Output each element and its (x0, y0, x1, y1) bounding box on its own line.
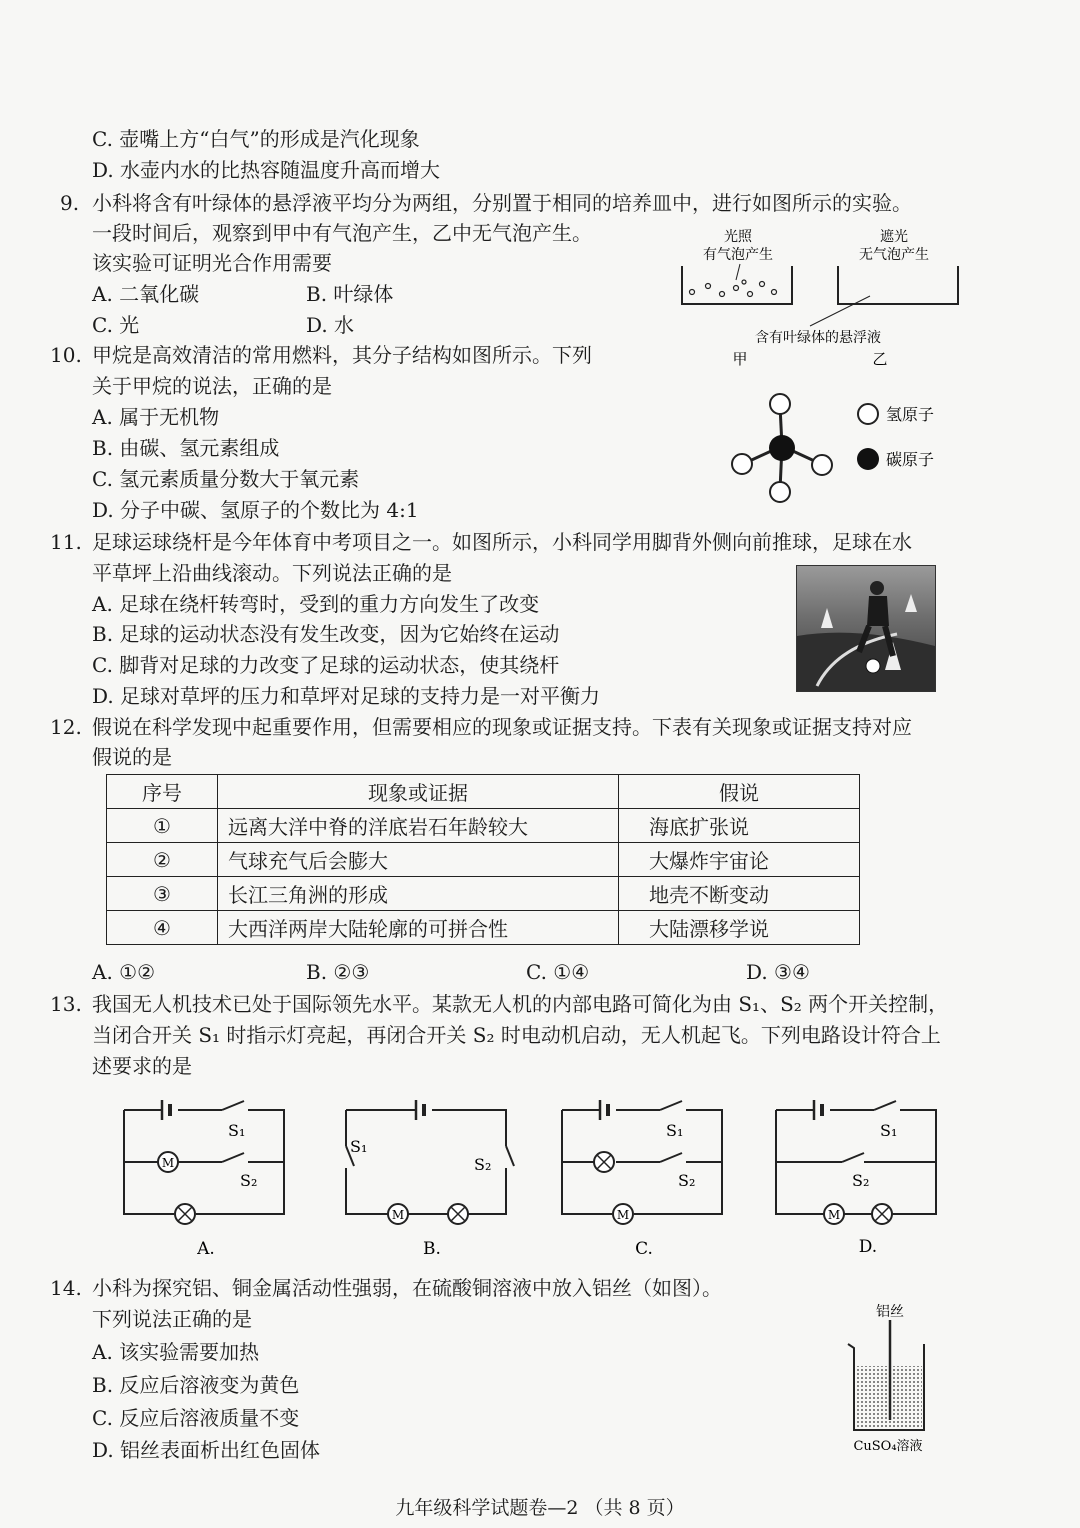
q12-line1: 假说在科学发现中起重要作用，但需要相应的现象或证据支持。下表有关现象或证据支持对应 (92, 715, 912, 739)
q11-number: 11. (50, 530, 82, 554)
label-d: D. (858, 1237, 878, 1257)
cone-icon (821, 608, 833, 628)
q14-option-b: B. 反应后溶液变为黄色 (92, 1373, 300, 1397)
row-hypothesis: 大陆漂移学说 (619, 911, 860, 945)
q14-option-c: C. 反应后溶液质量不变 (92, 1406, 300, 1430)
circuit-a (124, 1100, 284, 1259)
q14-option-d: D. 铝丝表面析出红色固体 (92, 1438, 321, 1462)
table-row (107, 843, 860, 877)
switch-icon (506, 1146, 514, 1166)
legend-carbon-label: 碳原子 (886, 450, 935, 469)
q8-option-d: D. 水壶内水的比热容随温度升高而增大 (92, 158, 441, 182)
q8-option-c: C. 壶嘴上方“白气”的形成是汽化现象 (92, 127, 420, 151)
row-evidence: 大西洋两岸大陆轮廓的可拼合性 (218, 911, 619, 945)
motor-label: M (827, 1208, 841, 1222)
player-head (870, 581, 884, 595)
q12-option-c: C. ①④ (526, 960, 590, 984)
switch-icon (660, 1101, 682, 1110)
q11-line2: 平草坪上沿曲线滚动。下列说法正确的是 (92, 561, 452, 585)
switch-icon (222, 1153, 244, 1162)
label-s1: S₁ (666, 1121, 684, 1140)
q11-option-a: A. 足球在绕杆转弯时，受到的重力方向发生了改变 (92, 592, 540, 616)
q10-methane-model (726, 390, 966, 510)
q11-football-photo (796, 565, 936, 692)
label-s2: S₂ (852, 1171, 870, 1190)
q9-yi-label: 乙 (872, 350, 888, 368)
q10-number: 10. (50, 343, 82, 367)
hydrogen-atom-icon (732, 454, 752, 474)
q13-line2: 当闭合开关 S₁ 时指示灯亮起，再闭合开关 S₂ 时电动机启动，无人机起飞。下列电路设计符合上 (92, 1023, 941, 1047)
table-row (107, 809, 860, 843)
q9-nobubbles-label: 无气泡产生 (859, 247, 929, 263)
q9-line2: 一段时间后，观察到甲中有气泡产生，乙中无气泡产生。 (92, 221, 592, 245)
q14-option-a: A. 该实验需要加热 (92, 1340, 260, 1364)
q14-beaker-figure (840, 1296, 950, 1456)
label-s1: S₁ (228, 1121, 246, 1140)
q10-line2: 关于甲烷的说法，正确的是 (92, 374, 332, 398)
page-footer: 九年级科学试题卷—2 （共 8 页） (395, 1497, 685, 1519)
q13-number: 13. (50, 992, 82, 1016)
row-evidence: 气球充气后会膨大 (218, 843, 619, 877)
legend-hydrogen-icon (858, 404, 878, 424)
label-c: C. (635, 1239, 653, 1259)
q13-line3: 述要求的是 (92, 1054, 192, 1078)
cone-icon (905, 594, 917, 612)
q14-line2: 下列说法正确的是 (92, 1307, 252, 1331)
q10-line1: 甲烷是高效清洁的常用燃料，其分子结构如图所示。下列 (92, 343, 592, 367)
q9-shade-label: 遮光 (880, 229, 908, 245)
hydrogen-atom-icon (770, 482, 790, 502)
hydrogen-atom-icon (812, 455, 832, 475)
legend-hydrogen-label: 氢原子 (886, 405, 935, 424)
q11-line1: 足球运球绕杆是今年体育中考项目之一。如图所示，小科同学用脚背外侧向前推球，足球在水 (92, 530, 912, 554)
row-index: ② (107, 843, 218, 877)
circuit-d (776, 1100, 936, 1257)
switch-icon (874, 1101, 896, 1110)
q9-bubbles-label: 有气泡产生 (703, 247, 773, 263)
row-evidence: 长江三角洲的形成 (218, 877, 619, 911)
q9-jia-label: 甲 (732, 350, 748, 368)
hydrogen-atom-icon (770, 394, 790, 414)
switch-icon (222, 1101, 244, 1110)
dish-yi (838, 266, 958, 304)
row-index: ① (107, 809, 218, 843)
switch-icon (660, 1153, 682, 1162)
q9-line3: 该实验可证明光合作用需要 (92, 251, 332, 275)
wire-label: 铝丝 (876, 1304, 904, 1320)
q11-option-c: C. 脚背对足球的力改变了足球的运动状态，使其绕杆 (92, 653, 560, 677)
q12-option-b: B. ②③ (306, 960, 370, 984)
row-hypothesis: 地壳不断变动 (619, 877, 860, 911)
q10-option-c: C. 氢元素质量分数大于氧元素 (92, 467, 360, 491)
table-row (107, 877, 860, 911)
q9-option-b: B. 叶绿体 (306, 282, 394, 306)
football-player-image (797, 566, 935, 691)
q9-petri-dish-figure (670, 222, 970, 372)
q11-option-b: B. 足球的运动状态没有发生改变，因为它始终在运动 (92, 622, 560, 646)
table-row (107, 911, 860, 945)
q9-option-c: C. 光 (92, 313, 140, 337)
football-icon (866, 659, 880, 673)
q10-option-b: B. 由碳、氢元素组成 (92, 436, 280, 460)
q13-line1: 我国无人机技术已处于国际领先水平。某款无人机的内部电路可简化为由 S₁、S₂ 两个开关控制， (92, 992, 949, 1016)
label-s1: S₁ (880, 1121, 898, 1140)
row-index: ④ (107, 911, 218, 945)
label-a: A. (197, 1239, 215, 1259)
bubbles-icon (690, 280, 777, 297)
motor-label: M (391, 1208, 405, 1222)
label-s2: S₂ (240, 1171, 258, 1190)
row-hypothesis: 大爆炸宇宙论 (619, 843, 860, 877)
label-s2: S₂ (678, 1171, 696, 1190)
table-header-row (107, 775, 860, 809)
motor-label: M (616, 1208, 630, 1222)
q12-evidence-table (106, 774, 860, 945)
header-hypothesis: 假说 (619, 775, 860, 809)
legend-carbon-icon (857, 448, 879, 470)
q14-line1: 小科为探究铝、铜金属活动性强弱，在硫酸铜溶液中放入铝丝（如图）。 (92, 1276, 722, 1300)
circuit-b (346, 1100, 514, 1259)
carbon-atom-icon (769, 435, 795, 461)
header-index: 序号 (107, 775, 218, 809)
q9-option-a: A. 二氧化碳 (92, 282, 200, 306)
row-evidence: 远离大洋中脊的洋底岩石年龄较大 (218, 809, 619, 843)
q10-option-d: D. 分子中碳、氢原子的个数比为 4:1 (92, 498, 419, 522)
q12-number: 12. (50, 715, 82, 739)
row-hypothesis: 海底扩张说 (619, 809, 860, 843)
q9-light-label: 光照 (724, 229, 752, 245)
q12-option-a: A. ①② (92, 960, 156, 984)
label-s1: S₁ (350, 1137, 368, 1156)
label-s2: S₂ (474, 1155, 492, 1174)
q11-option-d: D. 足球对草坪的压力和草坪对足球的支持力是一对平衡力 (92, 684, 601, 708)
q14-number: 14. (50, 1276, 82, 1300)
q10-option-a: A. 属于无机物 (92, 405, 220, 429)
dish-jia (682, 266, 792, 304)
q9-option-d: D. 水 (306, 313, 355, 337)
q12-option-d: D. ③④ (746, 960, 810, 984)
q9-liquid-label: 含有叶绿体的悬浮液 (755, 330, 881, 346)
circuit-c (562, 1100, 722, 1259)
q13-circuit-diagrams (110, 1096, 960, 1266)
q9-line1: 小科将含有叶绿体的悬浮液平均分为两组，分别置于相同的培养皿中，进行如图所示的实验。 (92, 191, 912, 215)
q12-line2: 假说的是 (92, 745, 172, 769)
q9-number: 9. (60, 191, 80, 215)
row-index: ③ (107, 877, 218, 911)
header-evidence: 现象或证据 (218, 775, 619, 809)
label-b: B. (423, 1239, 441, 1259)
solution-label: CuSO₄溶液 (853, 1439, 923, 1454)
switch-icon (842, 1153, 864, 1162)
motor-label: M (161, 1156, 175, 1170)
